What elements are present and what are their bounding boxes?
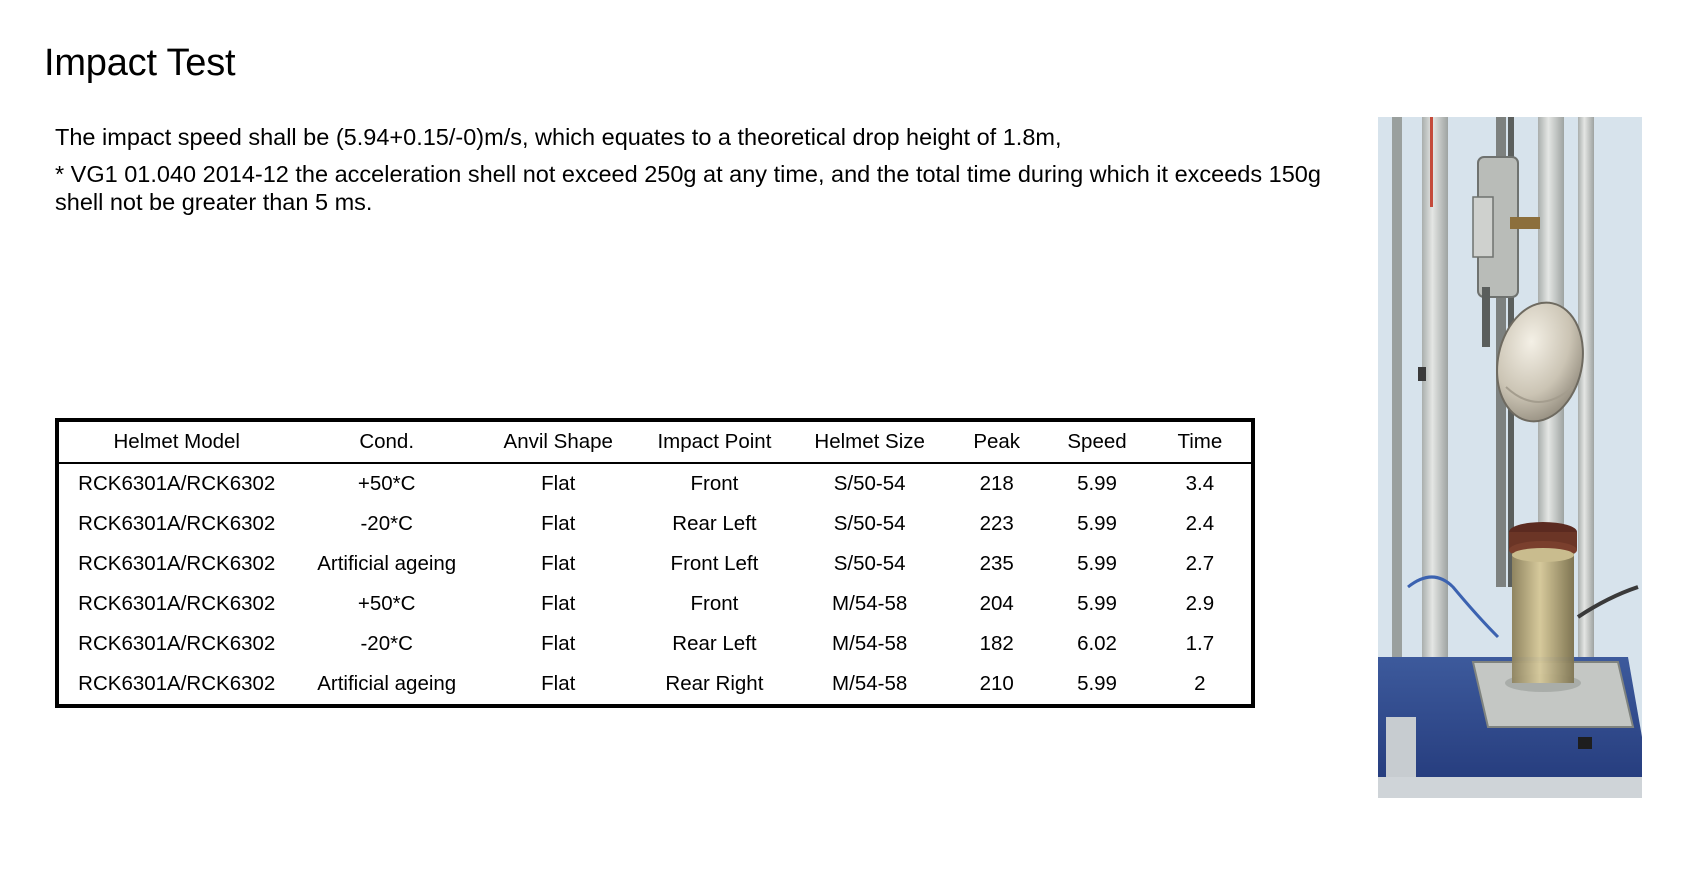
cell-time: 3.4 <box>1185 472 1215 495</box>
cell-peak: 210 <box>979 672 1014 695</box>
cell-anvil-shape: Flat <box>541 592 576 615</box>
impact-speed-requirement: The impact speed shall be (5.94+0.15/-0)m/s, which equates to a theoretical drop height of 1.8m, <box>55 124 1062 150</box>
cell-peak: 182 <box>979 632 1014 655</box>
page-title: Impact Test <box>44 42 236 84</box>
cell-cond: -20*C <box>360 632 413 655</box>
cell-anvil-shape: Flat <box>541 512 576 535</box>
cell-speed: 5.99 <box>1077 552 1117 575</box>
cell-peak: 235 <box>979 552 1014 575</box>
table-header-row <box>57 420 1253 463</box>
cell-cond: Artificial ageing <box>317 672 457 695</box>
header-speed: Speed <box>1045 420 1148 463</box>
table-row <box>57 544 1253 584</box>
cell-impact-point: Front <box>690 592 739 615</box>
cell-time: 2.9 <box>1185 592 1215 615</box>
cell-anvil-shape: Flat <box>541 472 576 495</box>
header-anvil-shape: Anvil Shape <box>479 420 638 463</box>
cell-helmet-size: S/50-54 <box>833 512 906 535</box>
cell-speed: 5.99 <box>1077 472 1117 495</box>
cell-helmet-model: RCK6301A/RCK6302 <box>78 592 276 615</box>
impact-test-rig-icon <box>1378 117 1642 798</box>
cell-speed: 5.99 <box>1077 672 1117 695</box>
table-row <box>57 624 1253 664</box>
cell-peak: 218 <box>979 472 1014 495</box>
table-row <box>57 584 1253 624</box>
cell-helmet-model: RCK6301A/RCK6302 <box>78 512 276 535</box>
header-impact-point: Impact Point <box>638 420 792 463</box>
cell-peak: 223 <box>979 512 1014 535</box>
cell-cond: +50*C <box>357 592 416 615</box>
header-time: Time <box>1149 420 1253 463</box>
impact-results-table <box>55 418 1255 708</box>
cell-impact-point: Rear Right <box>665 672 764 695</box>
table-row <box>57 664 1253 706</box>
cell-impact-point: Front <box>690 472 739 495</box>
table-row <box>57 463 1253 504</box>
cell-cond: Artificial ageing <box>317 552 457 575</box>
cell-cond: +50*C <box>357 472 416 495</box>
cell-time: 2.4 <box>1185 512 1215 535</box>
cell-helmet-model: RCK6301A/RCK6302 <box>78 552 276 575</box>
cell-helmet-size: M/54-58 <box>832 592 908 615</box>
header-peak: Peak <box>948 420 1045 463</box>
cell-helmet-model: RCK6301A/RCK6302 <box>78 672 276 695</box>
header-cond: Cond. <box>294 420 478 463</box>
cell-helmet-size: S/50-54 <box>833 552 906 575</box>
test-description <box>55 123 1355 216</box>
cell-helmet-model: RCK6301A/RCK6302 <box>78 472 276 495</box>
cell-helmet-size: M/54-58 <box>832 672 908 695</box>
cell-helmet-size: M/54-58 <box>832 632 908 655</box>
cell-time: 2.7 <box>1185 552 1215 575</box>
cell-anvil-shape: Flat <box>541 632 576 655</box>
cell-impact-point: Front Left <box>670 552 759 575</box>
cell-peak: 204 <box>979 592 1014 615</box>
cell-speed: 5.99 <box>1077 592 1117 615</box>
cell-cond: -20*C <box>360 512 413 535</box>
cell-speed: 5.99 <box>1077 512 1117 535</box>
table-row <box>57 504 1253 544</box>
cell-time: 1.7 <box>1185 632 1215 655</box>
cell-anvil-shape: Flat <box>541 672 576 695</box>
header-helmet-model: Helmet Model <box>57 420 294 463</box>
cell-helmet-model: RCK6301A/RCK6302 <box>78 632 276 655</box>
header-helmet-size: Helmet Size <box>791 420 948 463</box>
cell-speed: 6.02 <box>1077 632 1117 655</box>
cell-impact-point: Rear Left <box>672 632 757 655</box>
cell-time: 2 <box>1194 672 1206 695</box>
cell-impact-point: Rear Left <box>672 512 757 535</box>
acceleration-requirement: * VG1 01.040 2014-12 the acceleration shell not exceed 250g at any time, and the total time during which it exceeds 150g shell not be greater than 5 ms. <box>55 161 1321 215</box>
impact-test-rig-photo <box>1378 117 1642 798</box>
cell-anvil-shape: Flat <box>541 552 576 575</box>
cell-helmet-size: S/50-54 <box>833 472 906 495</box>
